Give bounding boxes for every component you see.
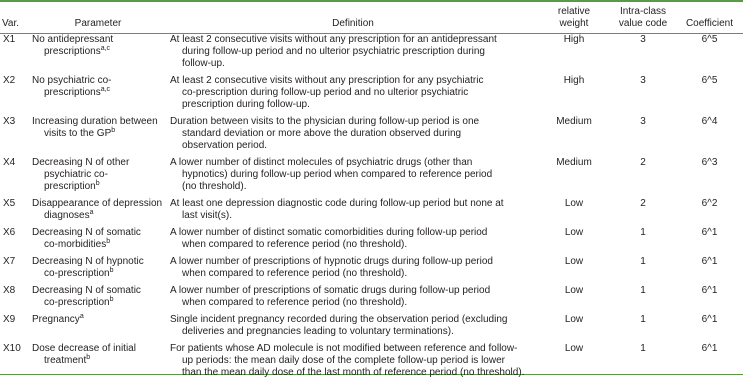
cell-parameter xyxy=(28,70,168,111)
header-intraclass-line2: value code xyxy=(618,18,668,29)
cell-definition xyxy=(168,70,538,111)
parameter-line: co-prescription$^b$ xyxy=(44,267,114,279)
header-intraclass-line1: Intra-class xyxy=(619,6,667,17)
cell-definition xyxy=(168,309,538,338)
cell-coefficient: 6^1 xyxy=(701,256,718,267)
definition-line: than the mean daily dose of the last month of reference period (no threshold). xyxy=(182,367,525,378)
cell-var: X5 xyxy=(3,198,16,209)
table-row xyxy=(0,280,743,309)
parameter-line: No antidepressant xyxy=(32,34,114,45)
cell-var: X6 xyxy=(3,227,16,238)
cell-definition xyxy=(168,193,538,222)
parameter-line: visits to the $GP^b$ xyxy=(44,127,116,139)
cell-intraclass-code: 1 xyxy=(640,314,646,325)
definition-line: At least 2 consecutive visits without any prescription for an antidepressant xyxy=(170,34,497,45)
parameter-line: prescriptions$^{a,c}$ xyxy=(44,86,111,98)
cell-coefficient: 6^3 xyxy=(701,157,718,168)
cell-coefficient: 6^1 xyxy=(701,314,718,325)
footnote-marker: b xyxy=(95,180,100,187)
cell-definition xyxy=(168,152,538,193)
definition-line: A lower number of prescriptions of hypnotic drugs during follow-up period xyxy=(170,256,493,267)
footnote-marker: a,c xyxy=(100,86,111,93)
cell-parameter xyxy=(28,152,168,193)
cell-parameter xyxy=(28,338,168,379)
cell-relative-weight: Medium xyxy=(556,116,592,127)
parameter-line: Dose decrease of initial xyxy=(32,343,136,354)
parameter-line: diagnoses$^a$ xyxy=(44,209,94,221)
table-body xyxy=(0,32,743,379)
cell-var: X2 xyxy=(3,75,16,86)
header-weight-line1: relative xyxy=(557,6,591,17)
cell-var: X8 xyxy=(3,285,16,296)
cell-parameter xyxy=(28,32,168,70)
definition-line: (no threshold). xyxy=(182,181,247,192)
definition-line: when compared to reference period (no threshold). xyxy=(182,239,408,250)
definition-line: At least one depression diagnostic code during follow-up period but none at xyxy=(170,198,504,209)
footnote-marker: b xyxy=(86,354,91,361)
cell-var: X3 xyxy=(3,116,16,127)
parameter-line: Decreasing N of other xyxy=(32,157,130,168)
cell-intraclass-code: 1 xyxy=(640,343,646,354)
footnote-marker: a xyxy=(79,313,84,320)
definition-line: A lower number of distinct molecules of psychiatric drugs (other than xyxy=(170,157,473,168)
cell-relative-weight: Low xyxy=(564,227,584,238)
cell-intraclass-code: 1 xyxy=(640,285,646,296)
cell-intraclass-code: 1 xyxy=(640,227,646,238)
definition-line: hypnotics) during follow-up period when compared to reference period xyxy=(182,169,493,180)
table-header xyxy=(0,0,743,32)
parameter-line: co-prescription$^b$ xyxy=(44,296,114,308)
table-row xyxy=(0,338,743,379)
parameter-line: psychiatric co- xyxy=(44,169,108,180)
cell-relative-weight: High xyxy=(563,34,585,45)
cell-var: X10 xyxy=(3,343,21,354)
cell-relative-weight: Low xyxy=(564,314,584,325)
cell-coefficient: 6^1 xyxy=(701,227,718,238)
cell-intraclass-code: 3 xyxy=(640,116,646,127)
definition-line: Duration between visits to the physician during follow-up period is one xyxy=(170,116,480,127)
definition-line: up periods: the mean daily dose of the complete follow-up period is lower xyxy=(182,355,505,366)
cell-definition xyxy=(168,280,538,309)
cell-intraclass-code: 2 xyxy=(640,157,646,168)
table-row xyxy=(0,193,743,222)
definition-line: At least 2 consecutive visits without any prescription for any psychiatric xyxy=(170,75,484,86)
cell-parameter xyxy=(28,280,168,309)
parameter-line: Pregnancy$^a$ xyxy=(32,313,84,325)
footnote-marker: b xyxy=(109,296,114,303)
header-relative-weight xyxy=(538,0,610,32)
cell-intraclass-code: 2 xyxy=(640,198,646,209)
cell-parameter xyxy=(28,222,168,251)
cell-definition xyxy=(168,222,538,251)
cell-relative-weight: Medium xyxy=(556,157,592,168)
definition-line: follow-up. xyxy=(182,58,225,69)
definition-line: observation period. xyxy=(182,140,268,151)
table-row xyxy=(0,309,743,338)
footnote-marker: a,c xyxy=(100,45,111,52)
table-row xyxy=(0,251,743,280)
definition-line: standard deviation or more above the duration observed during xyxy=(182,128,462,139)
parameter-line: treatment$^b$ xyxy=(44,354,91,366)
parameter-line: Decreasing N of somatic xyxy=(32,227,141,238)
footnote-marker: b xyxy=(109,267,114,274)
table-row xyxy=(0,70,743,111)
definition-line: deliveries and pregnancies leading to voluntary terminations). xyxy=(182,326,454,337)
definition-line: co-prescription during follow-up period and no ulterior psychiatric xyxy=(182,87,469,98)
header-intraclass-code xyxy=(610,0,676,32)
definition-line: A lower number of prescriptions of somatic drugs during follow-up period xyxy=(170,285,491,296)
table-row xyxy=(0,222,743,251)
parameter-line: co-morbidities$^b$ xyxy=(44,238,111,250)
header-parameter: Parameter xyxy=(74,18,122,29)
header-definition: Definition xyxy=(332,18,374,29)
cell-var: X7 xyxy=(3,256,16,267)
cell-relative-weight: Low xyxy=(564,256,584,267)
definition-line: when compared to reference period (no threshold). xyxy=(182,297,408,308)
table-row xyxy=(0,152,743,193)
cell-relative-weight: Low xyxy=(564,198,584,209)
definition-line: during follow-up period and no ulterior psychiatric prescription during xyxy=(182,46,485,57)
table-row xyxy=(0,32,743,70)
definition-line: A lower number of distinct somatic comorbidities during follow-up period xyxy=(170,227,488,238)
definition-line: Single incident pregnancy recorded during the observation period (excluding xyxy=(170,314,508,325)
table-row xyxy=(0,111,743,152)
cell-definition xyxy=(168,338,538,379)
cell-parameter xyxy=(28,251,168,280)
parameter-line: prescription$^b$ xyxy=(44,180,100,192)
definition-line: when compared to reference period (no threshold). xyxy=(182,268,408,279)
cell-parameter xyxy=(28,111,168,152)
cell-definition xyxy=(168,251,538,280)
cell-relative-weight: Low xyxy=(564,343,584,354)
cell-relative-weight: Low xyxy=(564,285,584,296)
header-weight-line2: weight xyxy=(559,18,589,29)
cell-coefficient: 6^5 xyxy=(701,75,718,86)
definition-line: prescription during follow-up. xyxy=(182,99,310,110)
cell-intraclass-code: 3 xyxy=(640,75,646,86)
cell-coefficient: 6^1 xyxy=(701,343,718,354)
footnote-marker: b xyxy=(111,127,116,134)
cell-var: X4 xyxy=(3,157,16,168)
header-var: Var. xyxy=(2,18,20,29)
cell-definition xyxy=(168,111,538,152)
parameter-line: Decreasing N of hypnotic xyxy=(32,256,144,267)
cell-intraclass-code: 1 xyxy=(640,256,646,267)
footnote-marker: b xyxy=(106,238,111,245)
header-coefficient: Coefficient xyxy=(685,18,734,29)
parameter-line: Decreasing N of somatic xyxy=(32,285,141,296)
cell-coefficient: 6^4 xyxy=(701,116,718,127)
footnote-marker: a xyxy=(89,209,94,216)
cell-parameter xyxy=(28,193,168,222)
definition-line: last visit(s). xyxy=(182,210,232,221)
cell-parameter xyxy=(28,309,168,338)
parameter-line: Increasing duration between xyxy=(32,116,158,127)
cell-coefficient: 6^5 xyxy=(701,34,718,45)
parameter-line: No psychiatric co- xyxy=(32,75,112,86)
parameter-line: Disappearance of depression xyxy=(32,198,163,209)
cell-coefficient: 6^2 xyxy=(701,198,718,209)
cell-var: X9 xyxy=(3,314,16,325)
cell-relative-weight: High xyxy=(563,75,585,86)
cell-coefficient: 6^1 xyxy=(701,285,718,296)
cell-definition xyxy=(168,32,538,70)
parameter-line: prescriptions$^{a,c}$ xyxy=(44,45,111,57)
definition-line: For patients whose AD molecule is not modified between reference and follow- xyxy=(170,343,518,354)
cell-intraclass-code: 3 xyxy=(640,34,646,45)
cell-var: X1 xyxy=(3,34,16,45)
